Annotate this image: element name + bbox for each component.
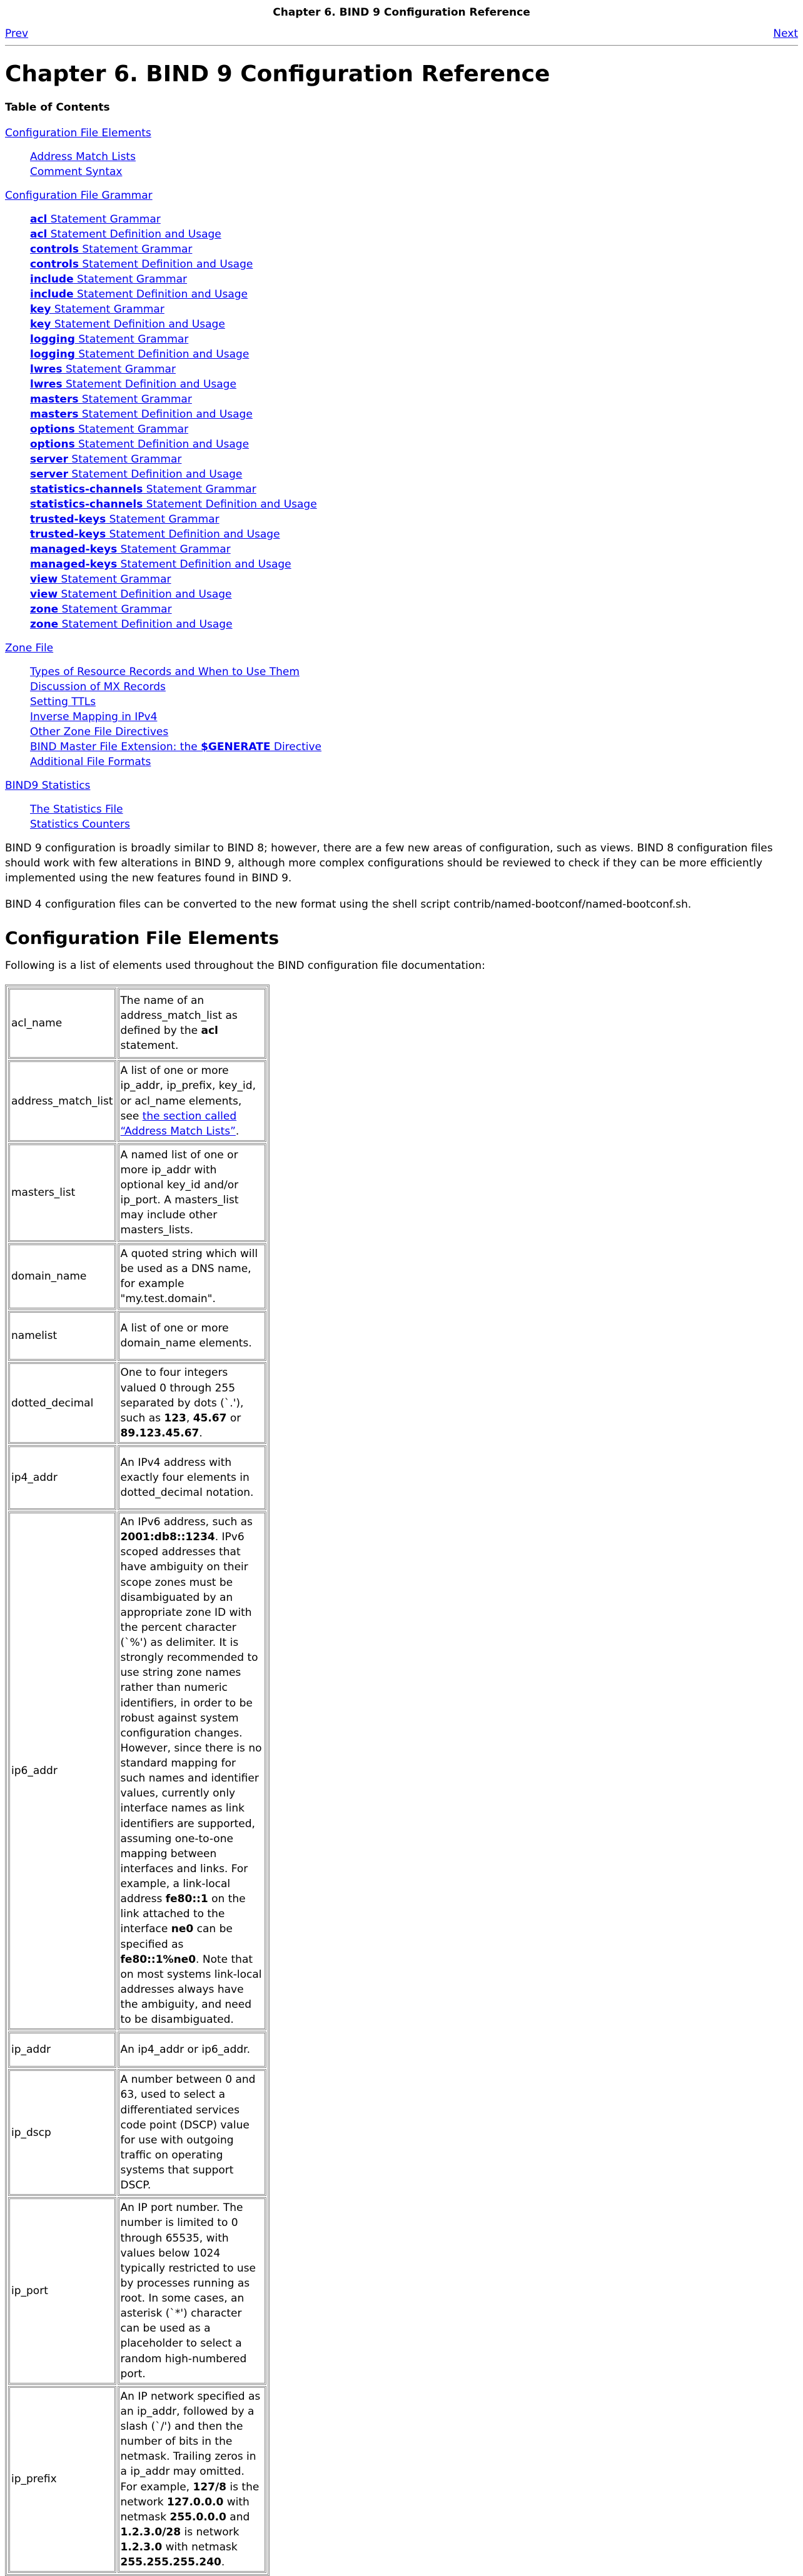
toc-link-statement[interactable] <box>30 468 242 481</box>
statement-label: Statement Definition and Usage <box>143 498 317 511</box>
element-term: ip_dscp <box>8 2069 116 2196</box>
statement-label: Statement Definition and Usage <box>51 318 225 331</box>
nav-links <box>5 26 798 41</box>
toc-item <box>30 527 798 542</box>
toc-item <box>30 754 798 769</box>
element-term: masters_list <box>8 1143 116 1242</box>
table-row <box>8 1311 266 1361</box>
toc-item <box>30 709 798 724</box>
statement-label: Statement Grammar <box>51 303 164 316</box>
toc-item <box>30 377 798 392</box>
toc-sublist <box>5 664 798 769</box>
toc-item <box>30 362 798 377</box>
table-row <box>8 2386 266 2573</box>
definition-text: . IPv6 scoped addresses that have ambiguity on their scope zones must be disambiguated by an appropriate zone ID with the percent character (`%') as delimiter. It is strongly recommended to use string zone names rather than numeric identifiers, in order to be robust against system configuration changes. However, since there is no standard mapping for such names and identifier values, currently only interface names as link identifiers are supported, assuming one-to-one mapping between interfaces and links. For example, a link-local address <box>120 1531 262 1906</box>
toc-link-statement[interactable] <box>30 513 220 526</box>
toc-item <box>30 287 798 302</box>
statement-label: Statement Grammar <box>117 543 231 556</box>
statement-keyword: server <box>30 453 69 466</box>
statement-label: Statement Definition and Usage <box>62 378 236 391</box>
statement-keyword: include <box>30 273 74 286</box>
toc-link-statement[interactable] <box>30 348 249 361</box>
table-of-contents <box>5 100 798 832</box>
statement-label: Statement Definition and Usage <box>68 468 243 481</box>
toc-link-zone-file[interactable]: Zone File <box>5 641 54 654</box>
statement-keyword: view <box>30 588 58 601</box>
toc-link-statement[interactable] <box>30 393 192 406</box>
table-row <box>8 1060 266 1142</box>
toc-link-generate-directive[interactable] <box>30 741 321 753</box>
element-definition: A named list of one or more ip_addr with optional key_id and/or ip_port. A masters_list may include other masters_lists. <box>118 1143 266 1242</box>
element-term: ip_addr <box>8 2032 116 2068</box>
toc-item <box>30 467 798 482</box>
toc-link-comment-syntax[interactable]: Comment Syntax <box>30 165 123 178</box>
statement-label: Statement Definition and Usage <box>106 528 280 541</box>
toc-item <box>30 724 798 739</box>
statement-keyword: options <box>30 438 75 451</box>
toc-item <box>30 422 798 437</box>
element-definition <box>118 1362 266 1444</box>
statement-label: Statement Definition and Usage <box>58 618 233 631</box>
toc-link-statement[interactable] <box>30 378 236 391</box>
statement-keyword: key <box>30 303 51 316</box>
statement-keyword: lwres <box>30 378 63 391</box>
prev-link[interactable]: Prev <box>5 28 29 41</box>
statement-keyword: options <box>30 423 75 436</box>
toc-link-statement[interactable] <box>30 318 225 331</box>
statement-keyword: controls <box>30 258 79 271</box>
definition-text: . <box>235 1125 240 1138</box>
table-row <box>8 988 266 1059</box>
element-term: ip4_addr <box>8 1445 116 1510</box>
toc-item <box>30 587 798 602</box>
statement-keyword: managed-keys <box>30 543 118 556</box>
toc-link-config-file-elements[interactable]: Configuration File Elements <box>5 126 151 139</box>
table-row <box>8 1143 266 1242</box>
statement-keyword: zone <box>30 603 59 616</box>
toc-item <box>30 272 798 287</box>
toc-title: Table of Contents <box>5 101 110 114</box>
nav-divider <box>5 45 798 46</box>
nav-title: Chapter 6. BIND 9 Configuration Reference <box>273 6 530 19</box>
definition-keyword: 255.0.0.0 <box>169 2510 226 2523</box>
definition-keyword: 1.2.3.0/28 <box>120 2525 181 2538</box>
definition-text: A list of one or more ip_addr, ip_prefix, key_id, or acl_name elements, see <box>120 1065 256 1123</box>
statement-keyword: statistics-channels <box>30 483 143 496</box>
statement-label: Statement Definition and Usage <box>58 588 232 601</box>
table-row <box>8 2197 266 2385</box>
generate-prefix: BIND Master File Extension: the <box>30 740 201 753</box>
element-definition <box>118 1060 266 1142</box>
element-term: ip6_addr <box>8 1511 116 2030</box>
definition-keyword: 1.2.3.0 <box>120 2541 163 2554</box>
toc-link-config-file-grammar[interactable]: Configuration File Grammar <box>5 189 153 202</box>
definition-text: and <box>226 2510 250 2523</box>
toc-link-statement[interactable] <box>30 288 248 301</box>
statement-keyword: masters <box>30 408 79 421</box>
statement-label: Statement Grammar <box>74 423 189 436</box>
statement-keyword: statistics-channels <box>30 498 143 511</box>
statement-keyword: acl <box>30 213 48 226</box>
statement-keyword: key <box>30 318 51 331</box>
generate-keyword: $GENERATE <box>201 740 271 753</box>
definition-text: An IP network specified as an ip_addr, followed by a slash (`/') and then the number of bits in the netmask. Trailing zeros in a ip_addr may omitted. For example, <box>120 2390 261 2493</box>
definition-text: statement. <box>120 1040 179 1053</box>
statement-label: Statement Grammar <box>47 213 161 226</box>
toc-link-file-formats[interactable]: Additional File Formats <box>30 755 151 768</box>
toc-link-statement[interactable] <box>30 408 253 421</box>
statement-keyword: server <box>30 468 69 481</box>
statement-label: Statement Grammar <box>73 273 188 286</box>
toc-item <box>30 212 798 227</box>
toc-link-statement[interactable] <box>30 228 221 241</box>
toc-link-inverse-mapping[interactable]: Inverse Mapping in IPv4 <box>30 710 158 723</box>
element-term: namelist <box>8 1311 116 1361</box>
statement-label: Statement Definition and Usage <box>47 228 221 241</box>
statement-keyword: include <box>30 288 74 301</box>
statement-keyword: logging <box>30 333 75 346</box>
toc-link-statement[interactable] <box>30 333 188 346</box>
statement-label: Statement Definition and Usage <box>73 288 248 301</box>
definition-text: . <box>221 2556 225 2569</box>
statement-label: Statement Definition and Usage <box>74 438 250 451</box>
toc-item <box>30 437 798 452</box>
toc-link-statement[interactable] <box>30 483 256 496</box>
statement-label: Statement Grammar <box>62 363 176 376</box>
statement-label: Statement Definition and Usage <box>78 408 253 421</box>
toc-item <box>30 664 798 679</box>
toc-item <box>30 302 798 317</box>
toc-link-statistics-counters[interactable]: Statistics Counters <box>30 818 130 831</box>
toc-link-statement[interactable] <box>30 528 280 541</box>
toc-link-statement[interactable] <box>30 213 161 226</box>
definition-text: can be specified as <box>120 1923 233 1951</box>
toc-item <box>30 407 798 422</box>
toc-link-statement[interactable] <box>30 543 231 556</box>
table-row <box>8 1511 266 2030</box>
definition-keyword: 127.0.0.0 <box>166 2495 224 2508</box>
toc-section-zone-file <box>5 641 798 769</box>
toc-link-resource-records[interactable]: Types of Resource Records and When to Use Them <box>30 665 300 678</box>
intro-paragraph: BIND 4 configuration files can be converted to the new format using the shell script contrib/named-bootconf/named-bootconf.sh. <box>5 898 692 911</box>
statement-label: Statement Grammar <box>58 573 171 586</box>
definition-text: , <box>186 1411 193 1425</box>
table-row <box>8 2032 266 2068</box>
navigation-header <box>0 0 803 46</box>
toc-link-address-match-lists[interactable]: Address Match Lists <box>30 150 136 163</box>
element-term: ip_prefix <box>8 2386 116 2573</box>
toc-link-statement[interactable] <box>30 588 232 601</box>
statement-label: Statement Grammar <box>68 453 182 466</box>
element-term: ip_port <box>8 2197 116 2385</box>
toc-item <box>30 802 798 817</box>
toc-link-zone-directives[interactable]: Other Zone File Directives <box>30 725 169 738</box>
statement-keyword: trusted-keys <box>30 513 106 526</box>
element-term: address_match_list <box>8 1060 116 1142</box>
statement-keyword: controls <box>30 243 79 256</box>
toc-link-statement[interactable] <box>30 603 172 616</box>
definition-keyword: fe80::1 <box>165 1893 208 1906</box>
definition-keyword: 2001:db8::1234 <box>120 1531 215 1544</box>
toc-link-statement[interactable] <box>30 258 253 271</box>
toc-link-bind9-statistics[interactable]: BIND9 Statistics <box>5 779 91 792</box>
definition-text: with netmask <box>120 2495 250 2523</box>
toc-item <box>30 164 798 179</box>
toc-link-statement[interactable] <box>30 273 187 286</box>
element-term: dotted_decimal <box>8 1362 116 1444</box>
elements-table <box>5 985 270 2576</box>
toc-link-statement[interactable] <box>30 363 176 376</box>
element-definition: An ip4_addr or ip6_addr. <box>118 2032 266 2068</box>
statement-label: Statement Grammar <box>106 513 220 526</box>
definition-keyword: 127/8 <box>193 2480 227 2493</box>
toc-item <box>30 392 798 407</box>
toc-item <box>30 557 798 572</box>
statement-keyword: view <box>30 573 58 586</box>
toc-link-statement[interactable] <box>30 618 233 631</box>
toc-sublist <box>5 802 798 832</box>
toc-link-setting-ttls[interactable]: Setting TTLs <box>30 695 96 708</box>
element-term: domain_name <box>8 1243 116 1310</box>
generate-suffix: Directive <box>270 740 322 753</box>
toc-item <box>30 497 798 512</box>
toc-link-mx-records[interactable]: Discussion of MX Records <box>30 680 166 693</box>
statement-keyword: masters <box>30 393 79 406</box>
toc-item <box>30 572 798 587</box>
statement-label: Statement Definition and Usage <box>74 348 250 361</box>
definition-text: . <box>199 1426 203 1440</box>
element-definition: A list of one or more domain_name elements. <box>118 1311 266 1361</box>
toc-link-statement[interactable] <box>30 558 291 571</box>
definition-text: One to four integers valued 0 through 255 separated by dots (`.'), such as <box>120 1366 244 1425</box>
toc-link-statement[interactable] <box>30 453 181 466</box>
statement-label: Statement Grammar <box>58 603 172 616</box>
toc-item <box>30 332 798 347</box>
toc-item <box>30 227 798 242</box>
statement-keyword: lwres <box>30 363 63 376</box>
toc-link-statement[interactable] <box>30 423 188 436</box>
table-row <box>8 1445 266 1510</box>
definition-keyword: 255.255.255.240 <box>120 2556 221 2569</box>
toc-item <box>30 617 798 632</box>
toc-item <box>30 602 798 617</box>
statement-keyword: trusted-keys <box>30 528 106 541</box>
definition-text: An IPv6 address, such as <box>120 1516 253 1529</box>
statement-label: Statement Grammar <box>143 483 256 496</box>
statement-keyword: zone <box>30 618 59 631</box>
element-definition <box>118 988 266 1059</box>
toc-item <box>30 347 798 362</box>
definition-keyword: acl <box>201 1025 218 1038</box>
toc-item <box>30 452 798 467</box>
definition-keyword: 89.123.45.67 <box>120 1426 199 1440</box>
toc-item <box>30 739 798 754</box>
toc-item <box>30 257 798 272</box>
statement-keyword: acl <box>30 228 48 241</box>
definition-keyword: ne0 <box>171 1923 194 1936</box>
statement-label: Statement Grammar <box>79 243 193 256</box>
table-row <box>8 1243 266 1310</box>
toc-item <box>30 482 798 497</box>
toc-item <box>30 817 798 832</box>
statement-label: Statement Definition and Usage <box>79 258 253 271</box>
table-row <box>8 2069 266 2196</box>
element-term: acl_name <box>8 988 116 1059</box>
section-intro: Following is a list of elements used throughout the BIND configuration file documentation: <box>5 960 485 973</box>
toc-link-statement[interactable] <box>30 573 171 586</box>
chapter-title: Chapter 6. BIND 9 Configuration Reference <box>5 61 550 88</box>
section-title: Configuration File Elements <box>5 927 279 948</box>
definition-text: with netmask <box>162 2541 238 2554</box>
next-link[interactable]: Next <box>773 28 798 41</box>
address-match-lists-link[interactable]: the section called “Address Match Lists” <box>120 1110 237 1138</box>
toc-sublist <box>5 149 798 179</box>
element-definition: An IPv4 address with exactly four elements in dotted_decimal notation. <box>118 1445 266 1510</box>
toc-link-statement[interactable] <box>30 243 192 256</box>
table-row <box>8 1362 266 1444</box>
element-definition: A quoted string which will be used as a DNS name, for example "my.test.domain". <box>118 1243 266 1310</box>
definition-text: . Note that on most systems link-local addresses always have the ambiguity, and need to be disambiguated. <box>120 1953 262 2027</box>
toc-item <box>30 694 798 709</box>
statement-label: Statement Grammar <box>74 333 189 346</box>
element-definition <box>118 2386 266 2573</box>
toc-item <box>30 149 798 164</box>
statement-keyword: logging <box>30 348 75 361</box>
toc-item <box>30 317 798 332</box>
statement-keyword: managed-keys <box>30 558 118 571</box>
definition-keyword: 123 <box>164 1411 186 1425</box>
element-definition: An IP port number. The number is limited to 0 through 65535, with values below 1024 typically restricted to use by processes running as root. In some cases, an asterisk (`*') character can be used as a placeholder to select a random high-numbered port. <box>118 2197 266 2385</box>
definition-text: on the link attached to the interface <box>120 1893 246 1936</box>
definition-text: The name of an address_match_list as defined by the <box>120 995 238 1038</box>
element-definition: A number between 0 and 63, used to select a differentiated services code point (DSCP) value for use with outgoing traffic on operating systems that support DSCP. <box>118 2069 266 2196</box>
toc-item <box>30 512 798 527</box>
toc-link-statement[interactable] <box>30 303 164 316</box>
toc-item <box>30 542 798 557</box>
toc-item <box>30 242 798 257</box>
definition-keyword: fe80::1%ne0 <box>120 1953 196 1966</box>
definition-keyword: 45.67 <box>193 1411 227 1425</box>
toc-section-config-file-elements <box>5 126 798 179</box>
intro-paragraph: BIND 9 configuration is broadly similar to BIND 8; however, there are a few new areas of configuration, such as views. BIND 8 configuration files should work with few alterations in BIND 9, although more complex configurations should be reviewed to check if they can be more efficiently implemented using the new features found in BIND 9. <box>5 842 773 885</box>
toc-section-config-file-grammar <box>5 188 798 632</box>
element-definition <box>118 1511 266 2030</box>
definition-text: or <box>226 1411 241 1425</box>
toc-sublist <box>5 212 798 632</box>
toc-item <box>30 679 798 694</box>
statement-label: Statement Grammar <box>78 393 192 406</box>
toc-link-statement[interactable] <box>30 438 249 451</box>
definition-text: is the network <box>120 2480 260 2508</box>
toc-link-statement[interactable] <box>30 498 317 511</box>
toc-section-statistics <box>5 778 798 832</box>
definition-text: is network <box>181 2525 240 2538</box>
toc-link-statistics-file[interactable]: The Statistics File <box>30 803 123 816</box>
chapter-content <box>0 61 803 2576</box>
statement-label: Statement Definition and Usage <box>117 558 291 571</box>
